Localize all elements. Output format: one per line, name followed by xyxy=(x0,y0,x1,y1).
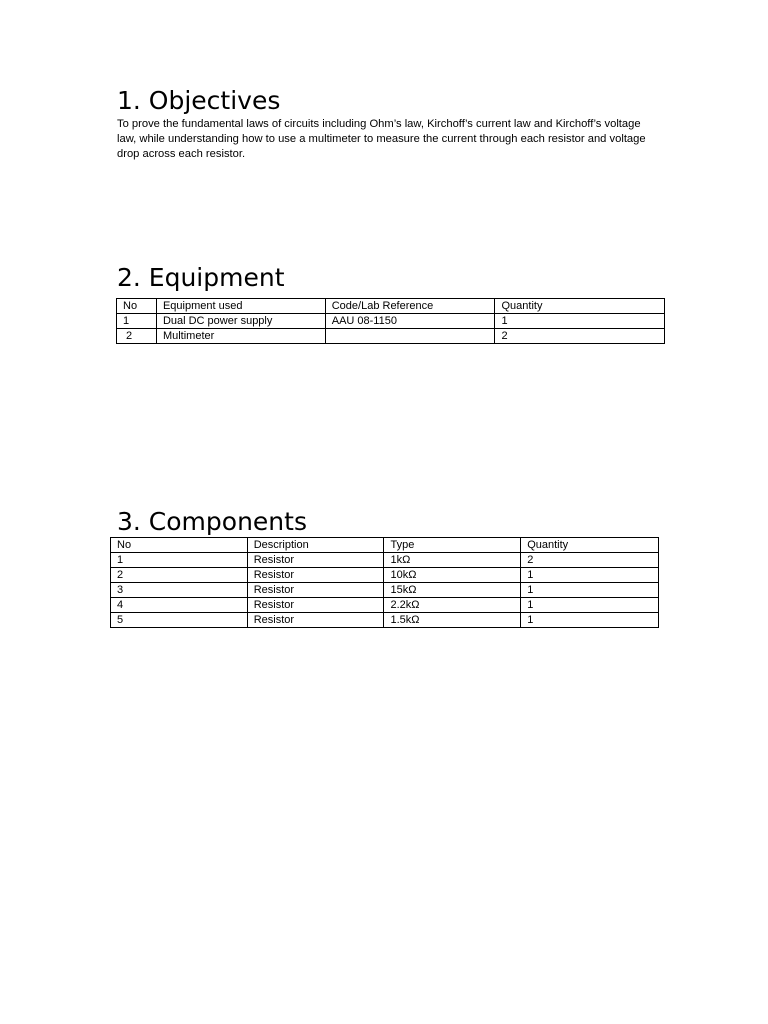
component-quantity-cell: 1 xyxy=(521,598,659,613)
table-row xyxy=(111,568,659,583)
components-header-no: No xyxy=(111,538,248,553)
equipment-header-code: Code/Lab Reference xyxy=(325,299,495,314)
component-description-cell: Resistor xyxy=(247,583,384,598)
component-description-cell: Resistor xyxy=(247,553,384,568)
component-description-cell: Resistor xyxy=(247,598,384,613)
component-description-cell: Resistor xyxy=(247,568,384,583)
components-header-description: Description xyxy=(247,538,384,553)
equipment-name-cell: Multimeter xyxy=(156,329,325,344)
component-type-cell: 1kΩ xyxy=(384,553,521,568)
components-heading: 3. Components xyxy=(117,507,307,536)
component-no-cell: 1 xyxy=(111,553,248,568)
equipment-table xyxy=(116,298,665,344)
equipment-no-cell: 1 xyxy=(117,314,157,329)
equipment-header-row xyxy=(117,299,665,314)
component-type-cell: 15kΩ xyxy=(384,583,521,598)
component-type-cell: 1.5kΩ xyxy=(384,613,521,628)
component-no-cell: 5 xyxy=(111,613,248,628)
component-quantity-cell: 2 xyxy=(521,553,659,568)
table-row xyxy=(111,598,659,613)
equipment-code-cell: AAU 08-1150 xyxy=(325,314,495,329)
component-no-cell: 4 xyxy=(111,598,248,613)
components-table xyxy=(110,537,659,628)
component-no-cell: 3 xyxy=(111,583,248,598)
equipment-quantity-cell: 1 xyxy=(495,314,665,329)
objectives-paragraph: To prove the fundamental laws of circuits including Ohm’s law, Kirchoff’s current law and Kirchoff’s voltage law, while understanding how to use a multimeter to measure the current through each resistor and voltage drop across each resistor. xyxy=(117,118,646,160)
table-row xyxy=(111,583,659,598)
table-row xyxy=(111,613,659,628)
table-row xyxy=(117,314,665,329)
objectives-heading: 1. Objectives xyxy=(117,86,281,115)
component-type-cell: 2.2kΩ xyxy=(384,598,521,613)
equipment-code-cell xyxy=(325,329,495,344)
equipment-heading: 2. Equipment xyxy=(117,263,285,292)
equipment-name-cell: Dual DC power supply xyxy=(156,314,325,329)
components-header-quantity: Quantity xyxy=(521,538,659,553)
components-header-type: Type xyxy=(384,538,521,553)
equipment-header-equipment: Equipment used xyxy=(156,299,325,314)
component-quantity-cell: 1 xyxy=(521,583,659,598)
equipment-no-cell: 2 xyxy=(117,329,157,344)
component-quantity-cell: 1 xyxy=(521,613,659,628)
equipment-quantity-cell: 2 xyxy=(495,329,665,344)
table-row xyxy=(117,329,665,344)
component-quantity-cell: 1 xyxy=(521,568,659,583)
components-header-row xyxy=(111,538,659,553)
component-type-cell: 10kΩ xyxy=(384,568,521,583)
component-description-cell: Resistor xyxy=(247,613,384,628)
equipment-header-no: No xyxy=(117,299,157,314)
table-row xyxy=(111,553,659,568)
component-no-cell: 2 xyxy=(111,568,248,583)
equipment-header-quantity: Quantity xyxy=(495,299,665,314)
